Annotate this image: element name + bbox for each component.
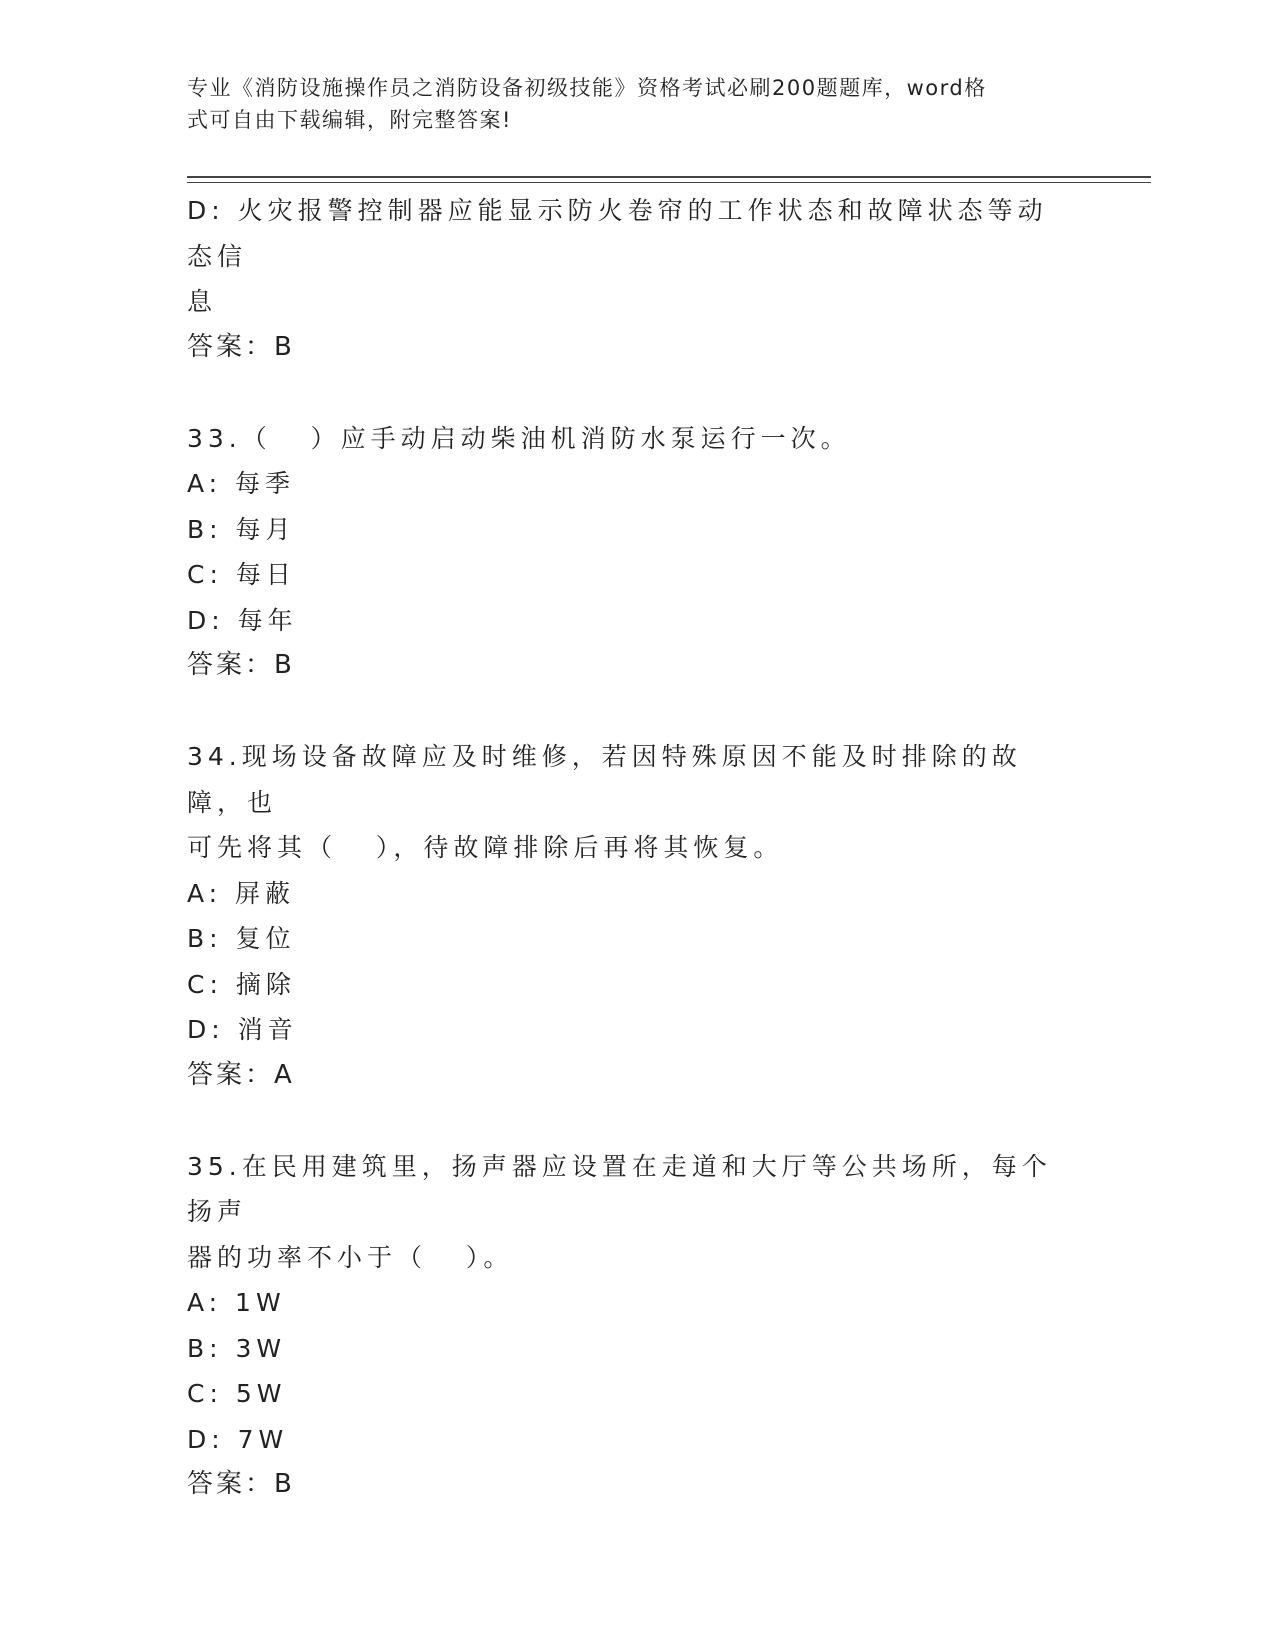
option-c: C: 摘除 — [187, 969, 296, 999]
question-text-cont: 器的功率不小于（ ）。 — [187, 1242, 514, 1272]
question-block-33 — [187, 416, 1067, 689]
question-text-cont: 可先将其（ ），待故障排除后再将其恢复。 — [187, 833, 784, 862]
header-divider-thick — [187, 176, 1151, 178]
option-b: B: 3W — [187, 1333, 287, 1363]
question-block-34 — [187, 734, 1067, 1098]
option-a: A: 屏蔽 — [187, 878, 296, 908]
option-line: D: 火灾报警控制器应能显示防火卷帘的工作状态和故障状态等动态信 — [187, 196, 1048, 271]
option-b: B: 复位 — [187, 924, 296, 953]
question-text: 33.（ ）应手动启动柴油机消防水泵运行一次。 — [187, 423, 851, 453]
header-line-1: 专业《消防设施操作员之消防设备初级技能》资格考试必刷200题题库，word格 — [187, 76, 987, 100]
answer-line: 答案：B — [187, 1469, 295, 1499]
header-line-2: 式可自由下载编辑，附完整答案! — [187, 108, 512, 132]
option-c: C: 5W — [187, 1379, 287, 1408]
spacer — [187, 370, 1067, 416]
option-a: A: 每季 — [187, 469, 296, 498]
question-list — [187, 188, 1067, 1508]
answer-line: 答案：B — [187, 331, 295, 362]
answer-line: 答案：B — [187, 650, 295, 680]
spacer — [187, 689, 1067, 735]
spacer — [187, 1098, 1067, 1144]
header-divider-thin — [187, 182, 1151, 183]
option-d: D: 消音 — [187, 1015, 298, 1044]
question-text: 35.在民用建筑里，扬声器应设置在走道和大厅等公共场所，每个扬声 — [187, 1151, 1052, 1226]
option-d: D: 每年 — [187, 605, 298, 635]
question-block-32-tail — [187, 188, 1067, 370]
question-text: 34.现场设备故障应及时维修，若因特殊原因不能及时排除的故障，也 — [187, 742, 1022, 817]
option-line: 息 — [187, 287, 218, 316]
question-block-35 — [187, 1144, 1067, 1508]
option-a: A: 1W — [187, 1288, 286, 1317]
document-header — [187, 72, 1067, 136]
answer-line: 答案：A — [187, 1059, 295, 1090]
option-b: B: 每月 — [187, 514, 296, 544]
option-c: C: 每日 — [187, 560, 296, 589]
option-d: D: 7W — [187, 1424, 289, 1454]
